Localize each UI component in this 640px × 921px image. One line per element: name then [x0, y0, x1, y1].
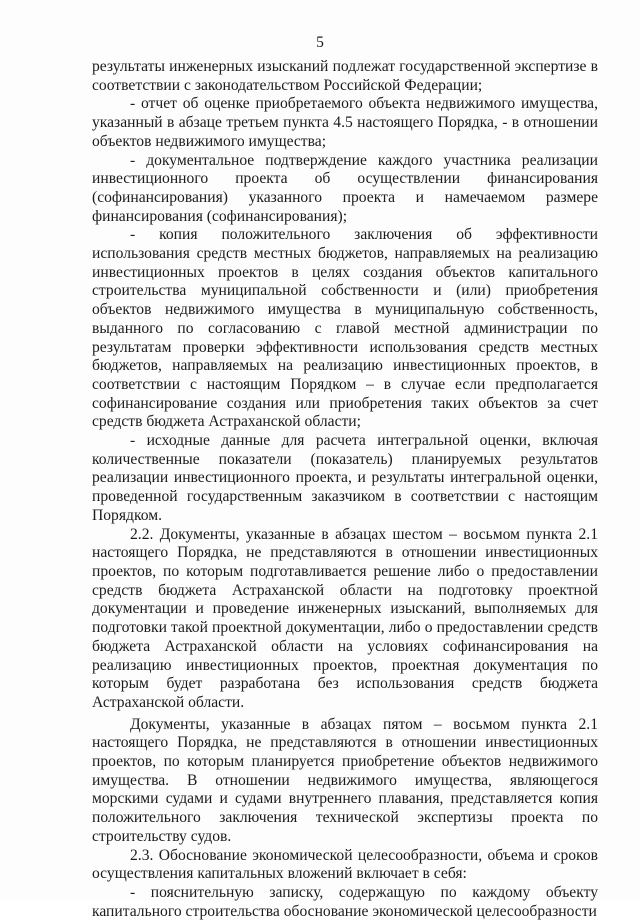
paragraph-valuation-report: - отчет об оценке приобретаемого объекта недвижимого имущества, указанный в абзаце третьем пункта 4.5 настоящего Порядка, - в отношении объектов недвижимого имущества;	[92, 95, 598, 150]
paragraph-2-2: 2.2. Документы, указанные в абзацах шестом – восьмом пункта 2.1 настоящего Порядка, не представляются в отношении инвестиционных проектов, по которым подготавливается решение либо о предоставлении средств бюджета Астраханской области на подготовку проектной документации и проведение инженерных изысканий, выполняемых для подготовки такой проектной документации, либо о предоставлении средств бюджета Астраханской области на условиях софинансирования на реализацию инвестиционных проектов, проектная документация по которым будет разработана без использования средств бюджета Астраханской области.	[92, 525, 598, 711]
paragraph-financing-confirmation: - документальное подтверждение каждого участника реализации инвестиционного проекта об осуществлении финансирования (софинансирования) указанного проекта и намечаемом размере финансирования (софинансирования);	[92, 151, 598, 225]
paragraph-integral-assessment: - исходные данные для расчета интегральной оценки, включая количественные показатели (показатель) планируемых результатов реализации инвестиционного проекта, и результаты интегральной оценки, проведенной государственным заказчиком в соответствии с настоящим Порядком.	[92, 432, 598, 524]
document-body	[92, 58, 598, 921]
paragraph-continuation: результаты инженерных изысканий подлежат государственной экспертизе в соответствии с законодательством Российской Федерации;	[92, 58, 598, 94]
page-number: 5	[316, 34, 324, 51]
paragraph-efficiency-conclusion: - копия положительного заключения об эффективности использования средств местных бюджетов, направляемых на реализацию инвестиционных проектов в целях создания объектов капитального строительства муниципальной собственности и (или) приобретения объектов недвижимого имущества в муниципальную собственность, выданного по согласованию с главой местной администрации по результатам проверки эффективности использования средств местных бюджетов, направляемых на реализацию инвестиционных проектов, в соответствии с настоящим Порядком – в случае если предполагается софинансирование создания или приобретения таких объектов за счет средств бюджета Астраханской области;	[92, 226, 598, 431]
paragraph-2-3: 2.3. Обоснование экономической целесообразности, объема и сроков осуществления капитальных вложений включает в себя:	[92, 846, 598, 883]
paragraph-explanatory-note: - пояснительную записку, содержащую по каждому объекту капитального строительства обоснование экономической целесообразности	[92, 883, 598, 920]
paragraph-documents-exemption: Документы, указанные в абзацах пятом – восьмом пункта 2.1 настоящего Порядка, не представляются в отношении инвестиционных проектов, по которым планируется приобретение объектов недвижимого имущества. В отношении недвижимого имущества, являющегося морскими судами и судами внутреннего плавания, представляется копия положительного заключения технической экспертизы проекта по строительству судов.	[92, 715, 598, 845]
